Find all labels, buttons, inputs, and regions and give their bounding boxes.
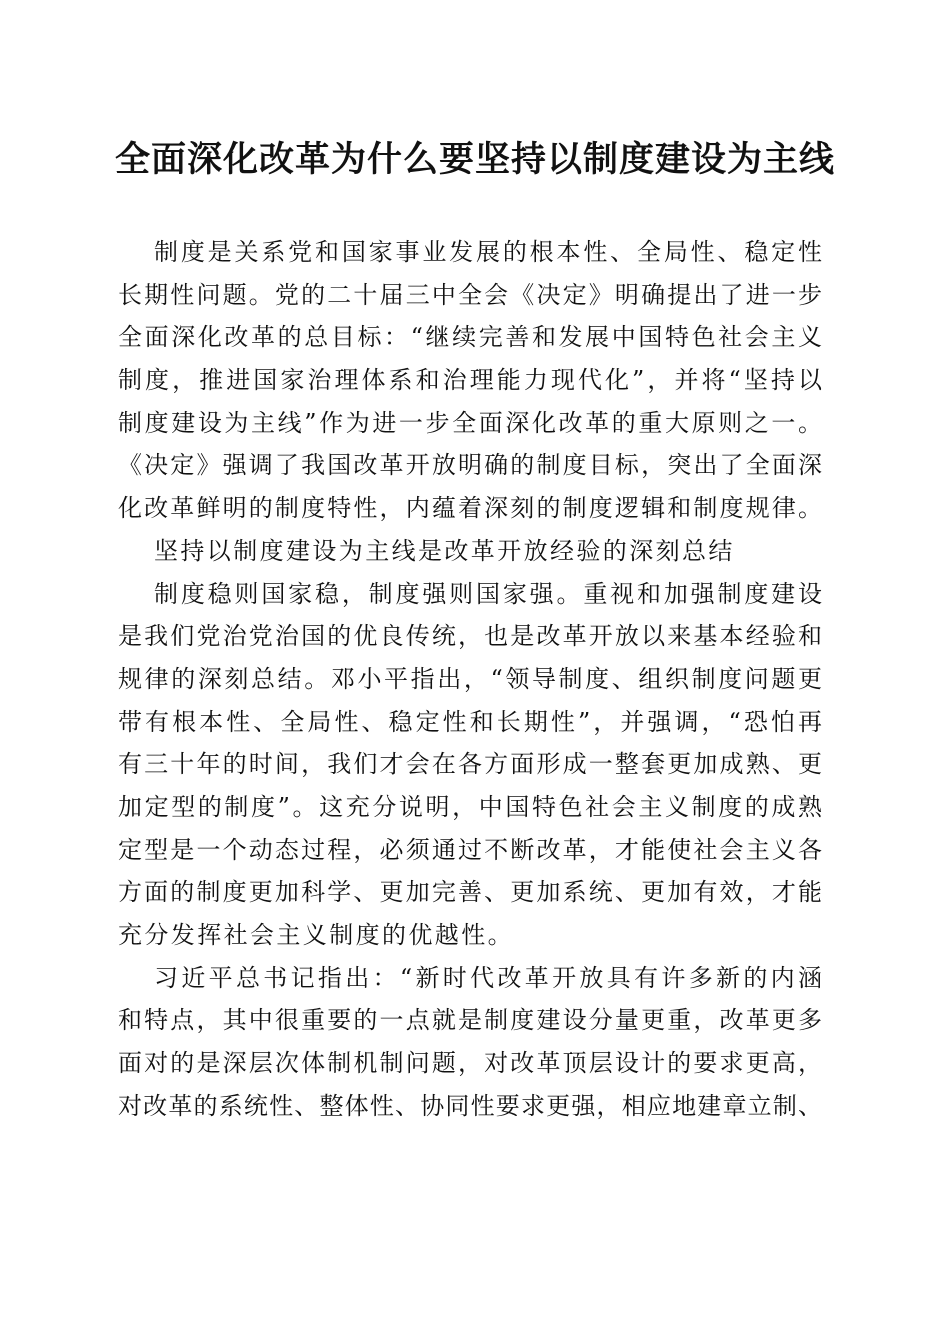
text-line: 全面深化改革的总目标：“继续完善和发展中国特色社会主义 (118, 323, 822, 352)
text-line: 有三十年的时间，我们才会在各方面形成一整套更加成熟、更 (118, 750, 822, 779)
text-line: 加定型的制度”。这充分说明，中国特色社会主义制度的成熟 (118, 792, 822, 821)
text-line: 《决定》强调了我国改革开放明确的制度目标，突出了全面深 (118, 451, 822, 480)
text-line: 和特点，其中很重要的一点就是制度建设分量更重，改革更多 (118, 1006, 822, 1035)
text-line: 化改革鲜明的制度特性，内蕴着深刻的制度逻辑和制度规律。 (118, 494, 822, 523)
document-body (118, 231, 822, 1127)
text-line: 制度是关系党和国家事业发展的根本性、全局性、稳定性 (154, 238, 822, 266)
text-line: 规律的深刻总结。邓小平指出，“领导制度、组织制度问题更 (118, 664, 822, 693)
text-line: 是我们党治党治国的优良传统，也是改革开放以来基本经验和 (118, 622, 822, 651)
text-line: 制度，推进国家治理体系和治理能力现代化”，并将“坚持以 (118, 366, 822, 395)
text-line: 方面的制度更加科学、更加完善、更加系统、更加有效，才能 (118, 878, 822, 907)
text-line: 定型是一个动态过程，必须通过不断改革，才能使社会主义各 (118, 835, 822, 864)
text-line: 习近平总书记指出：“新时代改革开放具有许多新的内涵 (154, 963, 822, 992)
text-line: 带有根本性、全局性、稳定性和长期性”，并强调，“恐怕再 (118, 707, 822, 736)
text-line: 充分发挥社会主义制度的优越性。 (118, 921, 514, 949)
text-line: 坚持以制度建设为主线是改革开放经验的深刻总结 (154, 536, 735, 565)
text-line: 面对的是深层次体制机制问题，对改革顶层设计的要求更高， (118, 1049, 822, 1078)
document-title: 全面深化改革为什么要坚持以制度建设为主线 (114, 139, 835, 180)
text-line: 制度稳则国家稳，制度强则国家强。重视和加强制度建设 (154, 579, 822, 608)
text-line: 制度建设为主线”作为进一步全面深化改革的重大原则之一。 (118, 408, 822, 437)
text-line: 长期性问题。党的二十届三中全会《决定》明确提出了进一步 (118, 280, 822, 309)
text-line: 对改革的系统性、整体性、协同性要求更强，相应地建章立制、 (118, 1091, 822, 1120)
